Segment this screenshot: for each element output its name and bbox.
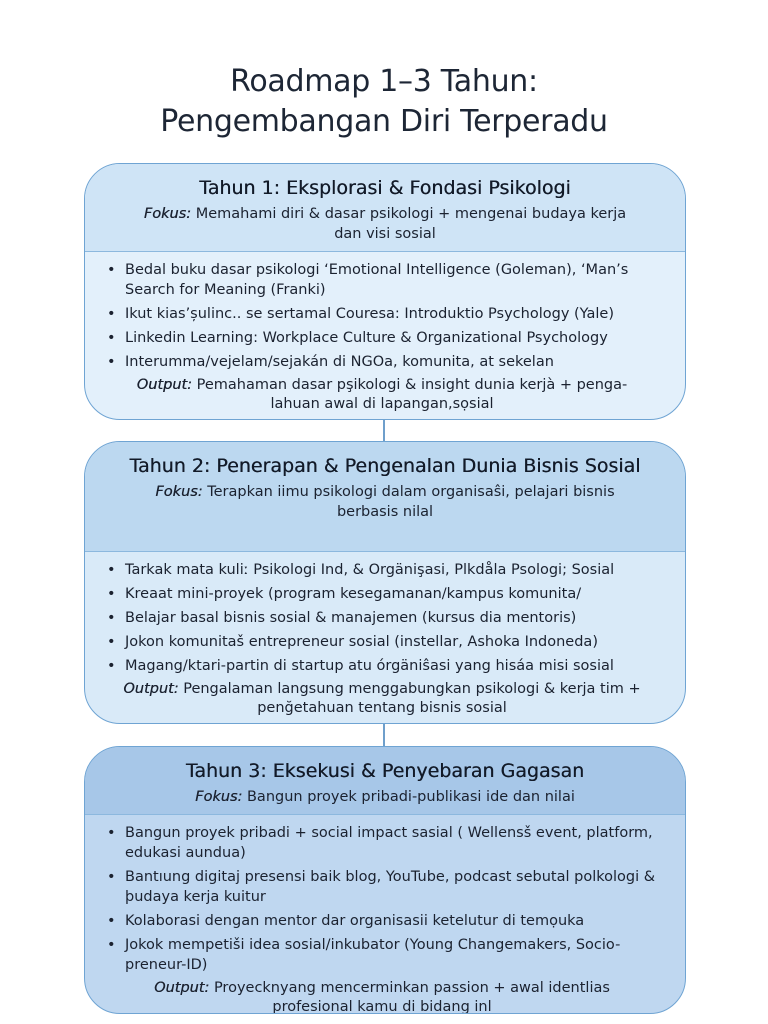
list-item: • Linkedin Learning: Workplace Culture & Organizational Psychology	[105, 328, 659, 348]
year-2-body	[85, 552, 685, 718]
year-3-body	[85, 815, 685, 1014]
list-item: • Jokok mempetiši idea sosial/inkubator (Young Changemakers, Socio- preneur-ID)	[105, 935, 659, 975]
list-item: • Tarkak mata kuliː Psikologi Ind, & Orgänişasi, Plkdåla Psologi; Sosial	[105, 560, 659, 580]
year-1-card	[84, 163, 686, 420]
year-2-output	[105, 680, 659, 718]
page-title-line2: Pengembangan Diri Terperadu	[160, 104, 608, 139]
year-3-focus-text: Bangun proyek pribadi-publikasi ide dan nilai	[246, 789, 575, 805]
year-1-focus	[129, 204, 641, 244]
year-2-output-label: Output:	[123, 681, 179, 697]
list-item: • Ikut kias’șulinc.. se sertamal Couresa: Introduktio Psychology (Yale)	[105, 304, 659, 324]
list-item: • Kolaborasi dengan mentor dar organisasii ketelutur di temọuka	[105, 911, 659, 931]
year-1-output-label: Output:	[136, 377, 193, 393]
connector-line-1-2	[383, 420, 385, 441]
year-2-header	[85, 442, 685, 552]
list-item: • Bangun proyek pribadi + social impact sasial ( Wellensš event, platform, edukasi aundua)	[105, 823, 659, 863]
list-item: • Bedal buku dasar psikologi ‘Emotional Intelligence (Goleman), ‘Man’s Search for Meaning (Franki)	[105, 260, 659, 300]
year-1-output	[105, 376, 659, 414]
year-2-output-text: Pengalaman langsung menggabungkan psikologi & kerja tim + penğetahuan tentang bisnis sosial	[183, 681, 641, 716]
year-3-card	[84, 746, 686, 1014]
year-3-focus-label: Fokus:	[195, 789, 243, 805]
year-3-output-label: Output:	[154, 980, 210, 996]
year-1-title: Tahun 1: Eksplorasi & Fondasi Psikologi	[199, 177, 571, 199]
year-3-item-list	[105, 823, 659, 975]
year-3-output	[105, 979, 659, 1014]
year-2-title: Tahun 2: Penerapan & Pengenalan Dunia Bisnis Sosial	[129, 455, 641, 477]
year-3-output-text: Proyecknyang mencerminkan passion + awal identlias profesional kamu di bidang inl	[213, 980, 610, 1014]
list-item: • Bantıung digitaj presensi baik blog, YouTube, podcast sebutal polkologi & þudaya kerja kuitur	[105, 867, 659, 907]
connector-line-2-3	[383, 724, 385, 746]
list-item: • Magang/ktari-partin di startup atu órgäniŝasi yang hisáa misi sosial	[105, 656, 659, 676]
list-item: • Jokon komunitaš entrepreneur sosial (instellar, Ashoka Indoneda)	[105, 632, 659, 652]
list-item: • Belajar basal bisnis sosial & manajemen (kursus dia mentoris)	[105, 608, 659, 628]
year-2-item-list	[105, 560, 659, 676]
year-1-focus-text: Memahami diri & dasar psikologi + mengenai budaya kerja dan visi sosial	[195, 206, 627, 242]
year-2-card	[84, 441, 686, 724]
year-3-focus	[129, 787, 641, 807]
year-1-header	[85, 164, 685, 252]
page-title-line1: Roadmap 1–3 Tahun:	[230, 64, 538, 99]
year-3-header	[85, 747, 685, 815]
list-item: • Interumma/vejelam/sejakán di NGOa, komunita, at sekelan	[105, 352, 659, 372]
page-title	[0, 62, 768, 142]
year-1-body	[85, 252, 685, 414]
year-2-focus-label: Fokus:	[155, 484, 203, 500]
year-1-item-list	[105, 260, 659, 372]
year-1-output-text: Pemahaman dasar pşikologi & insight dunia kerjà + penga- lahuan awal di lapangan,sọsial	[196, 377, 628, 412]
year-2-focus-text: Terapkan iimu psikologi dalam organisaŝi, pelajari bisnis berbasis nilal	[207, 484, 615, 520]
year-1-focus-label: Fokus:	[143, 206, 192, 222]
year-3-title: Tahun 3: Eksekusi & Penyebaran Gagasan	[185, 760, 585, 782]
list-item: • Kreaat mini-proyek (program kesegamanan/kampus komunita/	[105, 584, 659, 604]
year-2-focus	[129, 482, 641, 522]
